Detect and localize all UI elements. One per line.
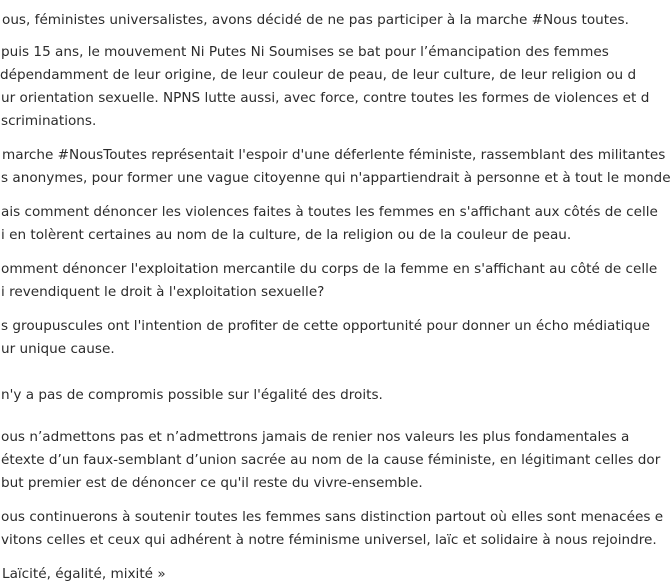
paragraph-4-line-1: ais comment dénoncer les violences faites à toutes les femmes en s'affichant aux côtés de celle	[1, 204, 658, 220]
paragraph-2-line-3: ur orientation sexuelle. NPNS lutte aussi, avec force, contre toutes les formes de violences et d	[1, 90, 650, 106]
paragraph-5-line-2: i revendiquent le droit à l'exploitation sexuelle?	[1, 284, 325, 300]
paragraph-9-line-2: vitons celles et ceux qui adhérent à notre féminisme universel, laïc et solidaire à nous rejoindre.	[1, 532, 657, 548]
paragraph-1-line-1: ous, féministes universalistes, avons décidé de ne pas participer à la marche #Nous toutes.	[2, 12, 629, 28]
paragraph-7-line-1: n'y a pas de compromis possible sur l'égalité des droits.	[1, 387, 383, 403]
paragraph-8-line-1: ous n’admettons pas et n’admettrons jamais de renier nos valeurs les plus fondamentales a	[1, 429, 630, 445]
paragraph-8-line-3: but premier est de dénoncer ce qu'il reste du vivre-ensemble.	[1, 475, 423, 491]
paragraph-4-line-2: i en tolèrent certaines au nom de la culture, de la religion ou de la couleur de peau.	[1, 227, 572, 243]
paragraph-6-line-1: s groupuscules ont l'intention de profiter de cette opportunité pour donner un écho médiatique	[1, 318, 651, 334]
paragraph-2-line-1: puis 15 ans, le mouvement Ni Putes Ni Soumises se bat pour l’émancipation des femmes	[1, 44, 609, 60]
paragraph-2-line-4: scriminations.	[1, 113, 97, 129]
paragraph-5-line-1: omment dénoncer l'exploitation mercantile du corps de la femme en s'affichant au côté de celle	[1, 261, 658, 277]
closing-motto: Laïcité, égalité, mixité »	[2, 566, 166, 582]
paragraph-3-line-1: marche #NousToutes représentait l'espoir d'une déferlente féministe, rassemblant des militantes	[2, 147, 666, 163]
paragraph-6-line-2: ur unique cause.	[1, 341, 115, 357]
paragraph-9-line-1: ous continuerons à soutenir toutes les femmes sans distinction partout où elles sont menacées e	[1, 509, 664, 525]
paragraph-3-line-2: s anonymes, pour former une vague citoyenne qui n'appartiendrait à personne et à tout le monde	[1, 170, 671, 186]
paragraph-2-line-2: dépendamment de leur origine, de leur couleur de peau, de leur culture, de leur religion ou d	[0, 67, 637, 83]
paragraph-8-line-2: étexte d’un faux-semblant d’union sacrée au nom de la cause féministe, en légitimant celles dor	[1, 452, 661, 468]
